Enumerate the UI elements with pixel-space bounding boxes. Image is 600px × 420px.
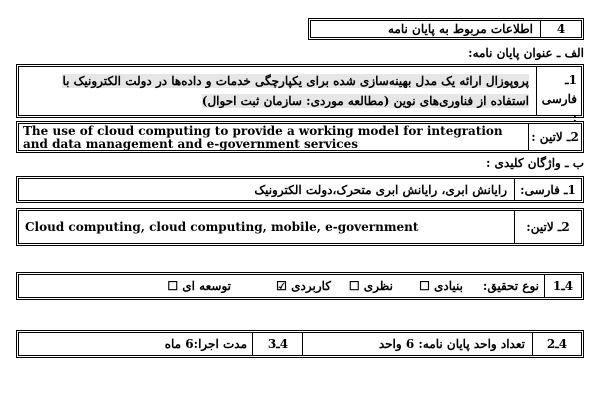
section-header xyxy=(308,18,584,40)
latin-keywords-box xyxy=(16,208,584,246)
persian-title-text: پروپوزال ارائه یک مدل بهینه‌سازی شده برای یکپارچگی خدمات و داده‌ها در دولت الکترونیک با استفاده از فناوری‌های نوین (مطالعه موردی: سازمان ثبت احوال) xyxy=(62,74,529,108)
research-option-applied[interactable]: کاربردی ☑ xyxy=(276,279,331,293)
latin-title-label: 2ـ لاتین : xyxy=(531,130,579,144)
latin-keywords-label: 2ـ لاتین: xyxy=(526,220,570,234)
section-number: 4 xyxy=(556,22,566,36)
persian-keywords-box xyxy=(16,176,584,203)
persian-keywords-text: رایانش ابری، رایانش ابری متحرک،دولت الکترونیک xyxy=(254,182,507,197)
research-type-box xyxy=(16,272,584,300)
checkbox-empty-icon[interactable]: ☐ xyxy=(167,279,179,293)
title-heading: الف ـ عنوان پایان نامه: xyxy=(468,46,584,60)
duration-number: 4ـ3 xyxy=(267,337,289,351)
units-number: 4ـ2 xyxy=(546,337,568,351)
checkbox-checked-icon[interactable]: ☑ xyxy=(276,279,287,293)
research-type-number: 4ـ1 xyxy=(552,279,574,293)
persian-title-box xyxy=(16,64,584,125)
checkbox-empty-icon[interactable]: ☐ xyxy=(419,279,430,293)
latin-title-box xyxy=(16,121,584,153)
section-title: اطلاعات مربوط به پایان نامه xyxy=(388,22,533,36)
research-option-fundamental[interactable]: بنیادی ☐ xyxy=(419,279,463,293)
units-text: تعداد واحد پایان نامه: 6 واحد xyxy=(378,337,525,351)
persian-keywords-label: 1ـ فارسی: xyxy=(520,182,576,197)
persian-title-label: 1ـ فارسی : xyxy=(541,73,577,125)
units-box xyxy=(16,330,584,358)
checkbox-empty-icon[interactable]: ☐ xyxy=(348,279,360,293)
research-type-label: نوع تحقیق: xyxy=(482,279,539,293)
latin-keywords-text: Cloud computing, cloud computing, mobile, e-government xyxy=(25,220,419,234)
research-option-theoretical[interactable]: نظری ☐ xyxy=(348,279,393,293)
keywords-heading: ب ـ واژگان کلیدی : xyxy=(485,156,584,170)
research-option-developmental[interactable]: توسعه ای ☐ xyxy=(167,279,231,293)
latin-title-text: The use of cloud computing to provide a working model for integration and data management and e-government services xyxy=(23,124,503,151)
duration-text: مدت اجرا:6 ماه xyxy=(164,337,247,351)
